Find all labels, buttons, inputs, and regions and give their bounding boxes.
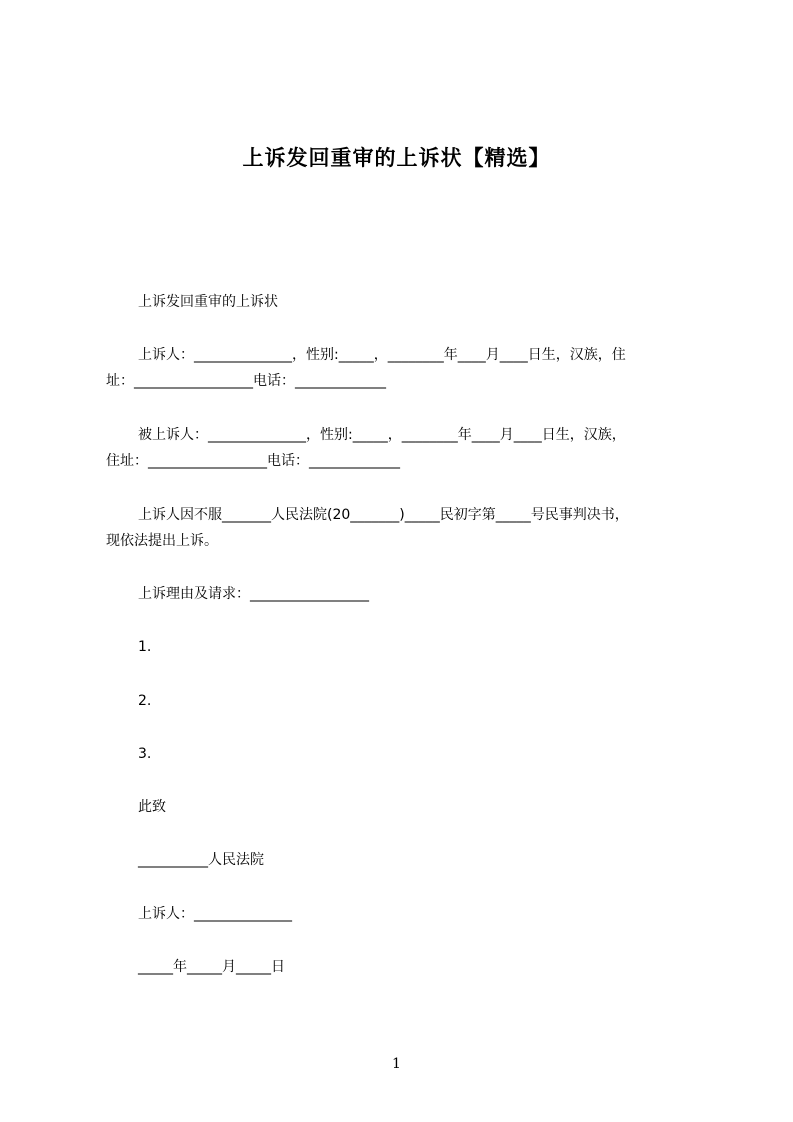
reason-item-2: 2. bbox=[138, 693, 152, 709]
document-title: 上诉发回重审的上诉状【精选】 bbox=[242, 146, 551, 170]
appellee-line-1: 被上诉人：______________，性别:_____，________年____月____日生，汉族， bbox=[138, 427, 626, 443]
reasons-label: 上诉理由及请求：_________________ bbox=[138, 586, 369, 602]
appellant-line-1: 上诉人：______________，性别:_____，________年____月____日生，汉族，住 bbox=[138, 347, 626, 363]
closing-text: 此致 bbox=[138, 799, 166, 815]
page-number: 1 bbox=[392, 1056, 401, 1072]
section-heading: 上诉发回重审的上诉状 bbox=[138, 294, 278, 310]
appellant-line-2: 址：_________________电话：_____________ bbox=[106, 373, 386, 389]
reason-item-3: 3. bbox=[138, 746, 152, 762]
signature-line: 上诉人：______________ bbox=[138, 906, 292, 922]
appellee-line-2: 住址：_________________电话：_____________ bbox=[106, 453, 400, 469]
court-line: __________人民法院 bbox=[138, 852, 264, 868]
judgment-line-1: 上诉人因不服_______人民法院(20_______)_____民初字第_____号民事判决书， bbox=[138, 507, 629, 523]
date-line: _____年_____月_____日 bbox=[138, 959, 285, 975]
judgment-line-2: 现依法提出上诉。 bbox=[106, 533, 218, 549]
reason-item-1: 1. bbox=[138, 639, 152, 655]
